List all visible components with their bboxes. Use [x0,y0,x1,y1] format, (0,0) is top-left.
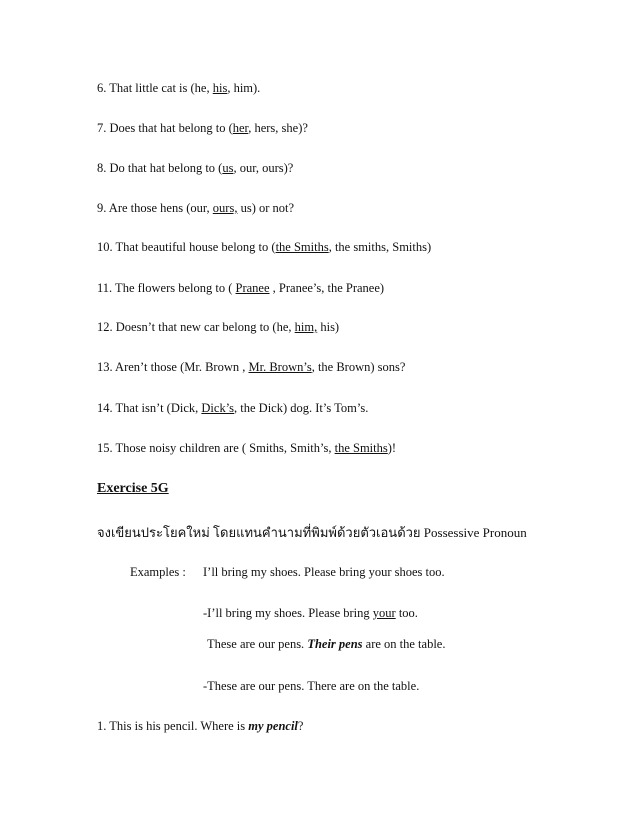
underlined-answer: the Smiths [334,441,388,455]
underlined-answer: Mr. Brown’s [248,360,312,374]
exercise-item-6: 6. That little cat is (he, his, him). [97,81,261,95]
underlined-answer: her [232,121,249,135]
underlined-answer: him, [294,320,318,334]
underlined-answer: Dick’s [201,401,235,415]
underlined-answer: his [212,81,228,95]
exercise-item-14: 14. That isn’t (Dick, Dick’s, the Dick) dog. It’s Tom’s. [97,401,369,415]
exercise-item-15: 15. Those noisy children are ( Smiths, Smith’s, the Smiths)! [97,441,397,455]
underlined-answer: ours, [212,201,238,215]
example-line-1: I’ll bring my shoes. Please bring your shoes too. [203,565,445,579]
examples-label: Examples : [130,565,186,579]
exercise-item-10: 10. That beautiful house belong to (the Smiths, the smiths, Smiths) [97,240,432,254]
example-line-3: These are our pens. Their pens are on the table. [207,637,446,651]
exercise-item-11: 11. The flowers belong to ( Pranee , Pranee’s, the Pranee) [97,281,385,295]
underlined-answer: the Smiths [275,240,329,254]
emphasized-noun: my pencil [248,719,298,733]
underlined-answer: your [372,606,396,620]
emphasized-noun: Their pens [307,637,363,651]
exercise-heading: Exercise 5G [97,481,169,496]
example-line-2: -I’ll bring my shoes. Please bring your too. [203,606,418,620]
exercise-item-9: 9. Are those hens (our, ours, us) or not? [97,201,295,215]
underlined-answer: Pranee [235,281,270,295]
exercise-item-13: 13. Aren’t those (Mr. Brown , Mr. Brown’s, the Brown) sons? [97,360,406,374]
underlined-answer: us [222,161,234,175]
example-line-4: -These are our pens. There are on the table. [203,679,420,693]
instruction-text: จงเขียนประโยคใหม่ โดยแทนคำนามที่พิมพ์ด้วยตัวเอนด้วย Possessive Pronoun [97,525,527,540]
exercise-item-7: 7. Does that hat belong to (her, hers, she)? [97,121,308,135]
exercise-item-8: 8. Do that hat belong to (us, our, ours)? [97,161,294,175]
question-1: 1. This is his pencil. Where is my pencil? [97,719,304,733]
exercise-item-12: 12. Doesn’t that new car belong to (he, him, his) [97,320,340,334]
